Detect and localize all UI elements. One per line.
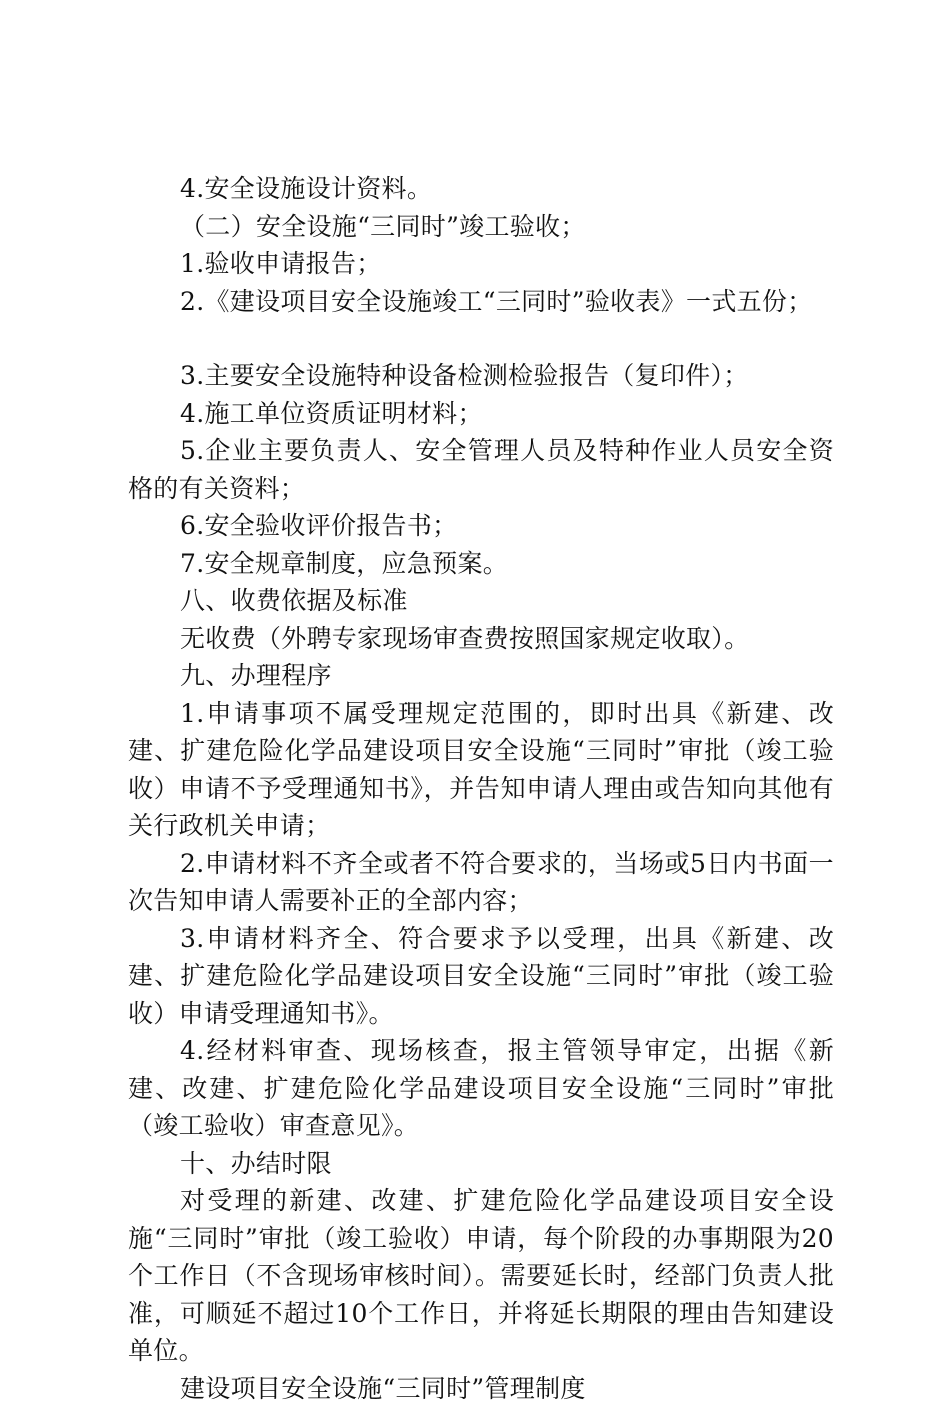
paragraph-management-system-title: 建设项目安全设施“三同时”管理制度 [128,1370,834,1407]
paragraph-safety-rules: 7.安全规章制度，应急预案。 [128,545,834,583]
section-heading-fees: 八、收费依据及标准 [128,582,834,620]
paragraph-acceptance-report: 1.验收申请报告； [128,245,834,283]
paragraph-procedure-1: 1.申请事项不属受理规定范围的，即时出具《新建、改建、扩建危险化学品建设项目安全设施“三同时”审批（竣工验收）申请不予受理通知书》，并告知申请人理由或告知向其他有关行政机关申请； [128,695,834,845]
paragraph-time-limit: 对受理的新建、改建、扩建危险化学品建设项目安全设施“三同时”审批（竣工验收）申请，每个阶段的办事期限为20个工作日（不含现场审核时间）。需要延长时，经部门负责人批准，可顺延不超过10个工作日，并将延长期限的理由告知建设单位。 [128,1182,834,1370]
paragraph-procedure-2: 2.申请材料不齐全或者不符合要求的，当场或5日内书面一次告知申请人需要补正的全部内容； [128,845,834,920]
paragraph-qualification: 4.施工单位资质证明材料； [128,395,834,433]
paragraph-procedure-3: 3.申请材料齐全、符合要求予以受理，出具《新建、改建、扩建危险化学品建设项目安全设施“三同时”审批（竣工验收）申请受理通知书》。 [128,920,834,1033]
paragraph-acceptance-form: 2.《建设项目安全设施竣工“三同时”验收表》一式五份； [128,283,834,321]
paragraph-completion-acceptance-heading: （二）安全设施“三同时”竣工验收； [128,208,834,246]
section-heading-time-limit: 十、办结时限 [128,1145,834,1183]
paragraph-inspection-report: 3.主要安全设施特种设备检测检验报告（复印件）； [128,357,834,395]
paragraph-evaluation-report: 6.安全验收评价报告书； [128,507,834,545]
document-body [128,170,834,1407]
paragraph-design-materials: 4.安全设施设计资料。 [128,170,834,208]
paragraph-procedure-4: 4.经材料审查、现场核查，报主管领导审定，出据《新建、改建、扩建危险化学品建设项目安全设施“三同时”审批（竣工验收）审查意见》。 [128,1032,834,1145]
section-heading-procedure: 九、办理程序 [128,657,834,695]
paragraph-personnel-qualification: 5.企业主要负责人、安全管理人员及特种作业人员安全资格的有关资料； [128,432,834,507]
paragraph-no-fee: 无收费（外聘专家现场审查费按照国家规定收取）。 [128,620,834,658]
